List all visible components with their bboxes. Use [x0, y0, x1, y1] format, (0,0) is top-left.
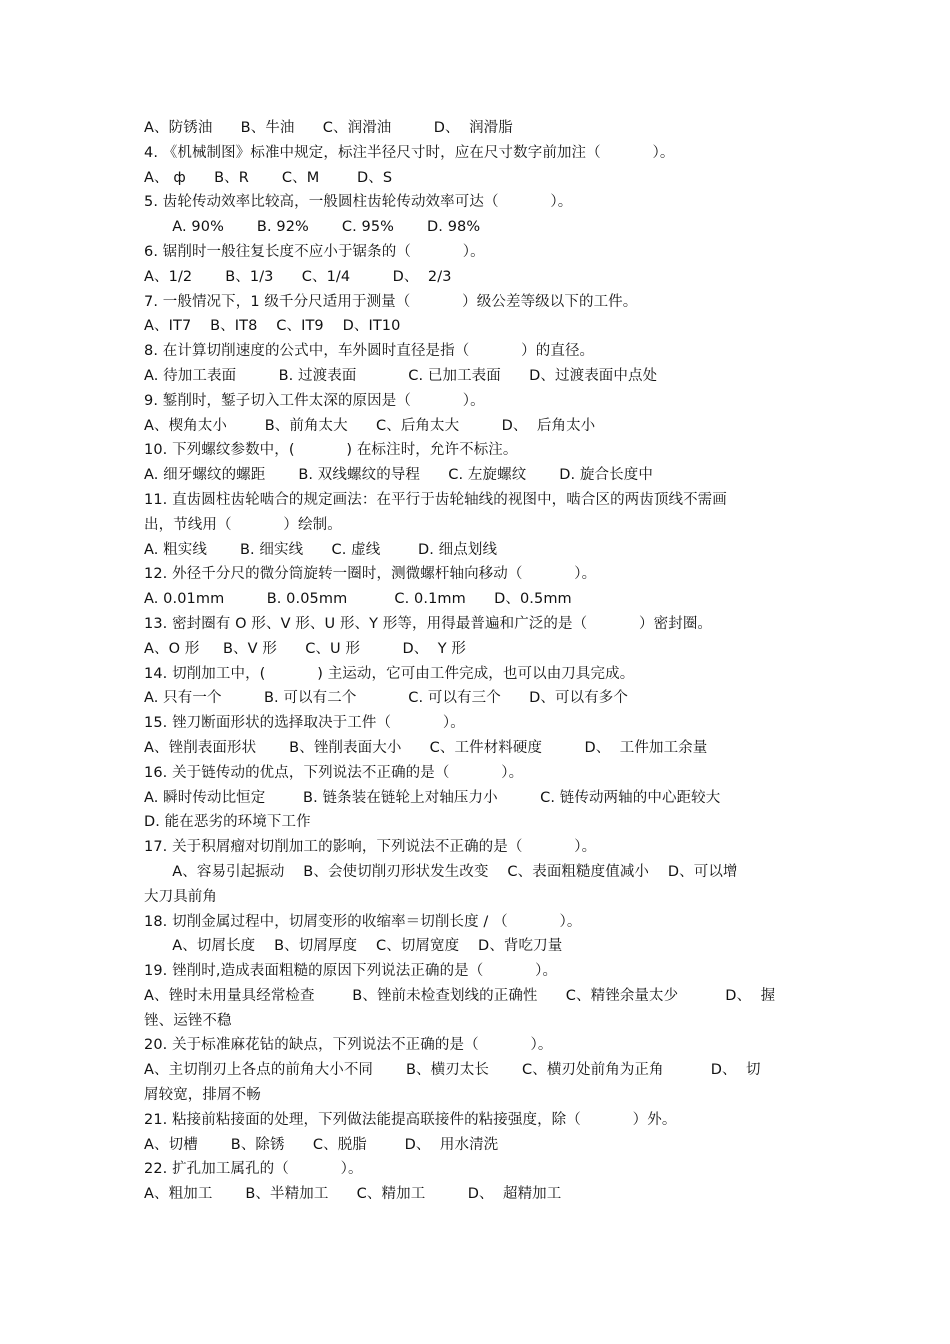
text-line: 18. 切削金属过程中，切屑变形的收缩率＝切削长度 / （ ）。 — [144, 913, 582, 930]
text-line: A、切屑长度 B、切屑厚度 C、切屑宽度 D、背吃刀量 — [144, 938, 563, 955]
text-line: 10. 下列螺纹参数中，( ) 在标注时，允许不标注。 — [144, 442, 518, 459]
text-line: A、1/2 B、1/3 C、1/4 D、 2/3 — [144, 268, 452, 285]
text-line: A、 ф B、R C、M D、S — [144, 169, 393, 186]
question-text — [144, 116, 810, 1207]
text-line: 7. 一般情况下，1 级千分尺适用于测量（ ）级公差等级以下的工件。 — [144, 293, 638, 310]
text-line: A、防锈油 B、牛油 C、润滑油 D、 润滑脂 — [144, 120, 513, 136]
text-line: 锉、运锉不稳 — [144, 1012, 232, 1029]
text-line: 11. 直齿圆柱齿轮啮合的规定画法：在平行于齿轮轴线的视图中，啮合区的两齿顶线不需画 — [144, 491, 727, 508]
text-line: 16. 关于链传动的优点，下列说法不正确的是（ ）。 — [144, 764, 524, 781]
text-line: A. 粗实线 B. 细实线 C. 虚线 D. 细点划线 — [144, 541, 498, 558]
text-line: 22. 扩孔加工属孔的（ ）。 — [144, 1161, 363, 1178]
text-line: A、锉削表面形状 B、锉削表面大小 C、工件材料硬度 D、 工件加工余量 — [144, 739, 708, 756]
text-line: 5. 齿轮传动效率比较高，一般圆柱齿轮传动效率可达（ ）。 — [144, 194, 573, 211]
text-line: 15. 锉刀断面形状的选择取决于工件（ ）。 — [144, 715, 465, 732]
text-line: A、切槽 B、除锈 C、脱脂 D、 用水清洗 — [144, 1136, 499, 1153]
text-line: 14. 切削加工中，( ) 主运动，它可由工件完成，也可以由刀具完成。 — [144, 665, 635, 682]
text-line: 13. 密封圈有 O 形、V 形、U 形、Y 形等，用得最普遍和广泛的是（ ）密封圈。 — [144, 615, 713, 632]
text-line: 12. 外径千分尺的微分筒旋转一圈时，测微螺杆轴向移动（ ）。 — [144, 566, 597, 583]
text-line: 19. 锉削时,造成表面粗糙的原因下列说法正确的是（ ）。 — [144, 963, 558, 980]
text-line: A. 90% B. 92% C. 95% D. 98% — [144, 219, 481, 236]
text-line: 17. 关于积屑瘤对切削加工的影响，下列说法不正确的是（ ）。 — [144, 839, 597, 856]
text-line: 21. 粘接前粘接面的处理，下列做法能提高联接件的粘接强度，除（ ）外。 — [144, 1111, 677, 1128]
text-line: A、锉时未用量具经常检查 B、锉前未检查划线的正确性 C、精锉余量太少 D、 握 — [144, 987, 776, 1004]
text-line: A、楔角太小 B、前角太大 C、后角太大 D、 后角太小 — [144, 417, 596, 434]
text-line: A、粗加工 B、半精加工 C、精加工 D、 超精加工 — [144, 1186, 562, 1203]
text-line: D. 能在恶劣的环境下工作 — [144, 814, 311, 831]
text-line: A、容易引起振动 B、会使切削刃形状发生改变 C、表面粗糙度值减小 D、可以增 — [144, 863, 738, 880]
text-line: 出，节线用（ ）绘制。 — [144, 516, 342, 533]
text-line: 6. 锯削时一般往复长度不应小于锯条的（ ）。 — [144, 243, 485, 260]
text-line: A. 待加工表面 B. 过渡表面 C. 已加工表面 D、过渡表面中点处 — [144, 367, 658, 384]
text-line: 8. 在计算切削速度的公式中，车外圆时直径是指（ ）的直径。 — [144, 343, 595, 360]
text-line: 大刀具前角 — [144, 888, 217, 905]
text-line: A、主切削刃上各点的前角大小不同 B、横刃太长 C、横刃处前角为正角 D、 切 — [144, 1062, 761, 1079]
text-line: 20. 关于标准麻花钻的缺点，下列说法不正确的是（ ）。 — [144, 1037, 553, 1054]
text-line: A. 细牙螺纹的螺距 B. 双线螺纹的导程 C. 左旋螺纹 D. 旋合长度中 — [144, 467, 653, 484]
text-line: 9. 錾削时，錾子切入工件太深的原因是（ ）。 — [144, 392, 485, 409]
text-line: A、O 形 B、V 形 C、U 形 D、 Y 形 — [144, 640, 466, 657]
text-line: A、IT7 B、IT8 C、IT9 D、IT10 — [144, 318, 401, 335]
text-line: A. 只有一个 B. 可以有二个 C. 可以有三个 D、可以有多个 — [144, 690, 628, 707]
text-line: 屑较宽，排屑不畅 — [144, 1087, 261, 1104]
text-line: A. 瞬时传动比恒定 B. 链条装在链轮上对轴压力小 C. 链传动两轴的中心距较大 — [144, 789, 721, 806]
text-line: 4. 《机械制图》标准中规定，标注半径尺寸时，应在尺寸数字前加注（ ）。 — [144, 144, 675, 161]
text-line: A. 0.01mm B. 0.05mm C. 0.1mm D、0.5mm — [144, 591, 572, 608]
